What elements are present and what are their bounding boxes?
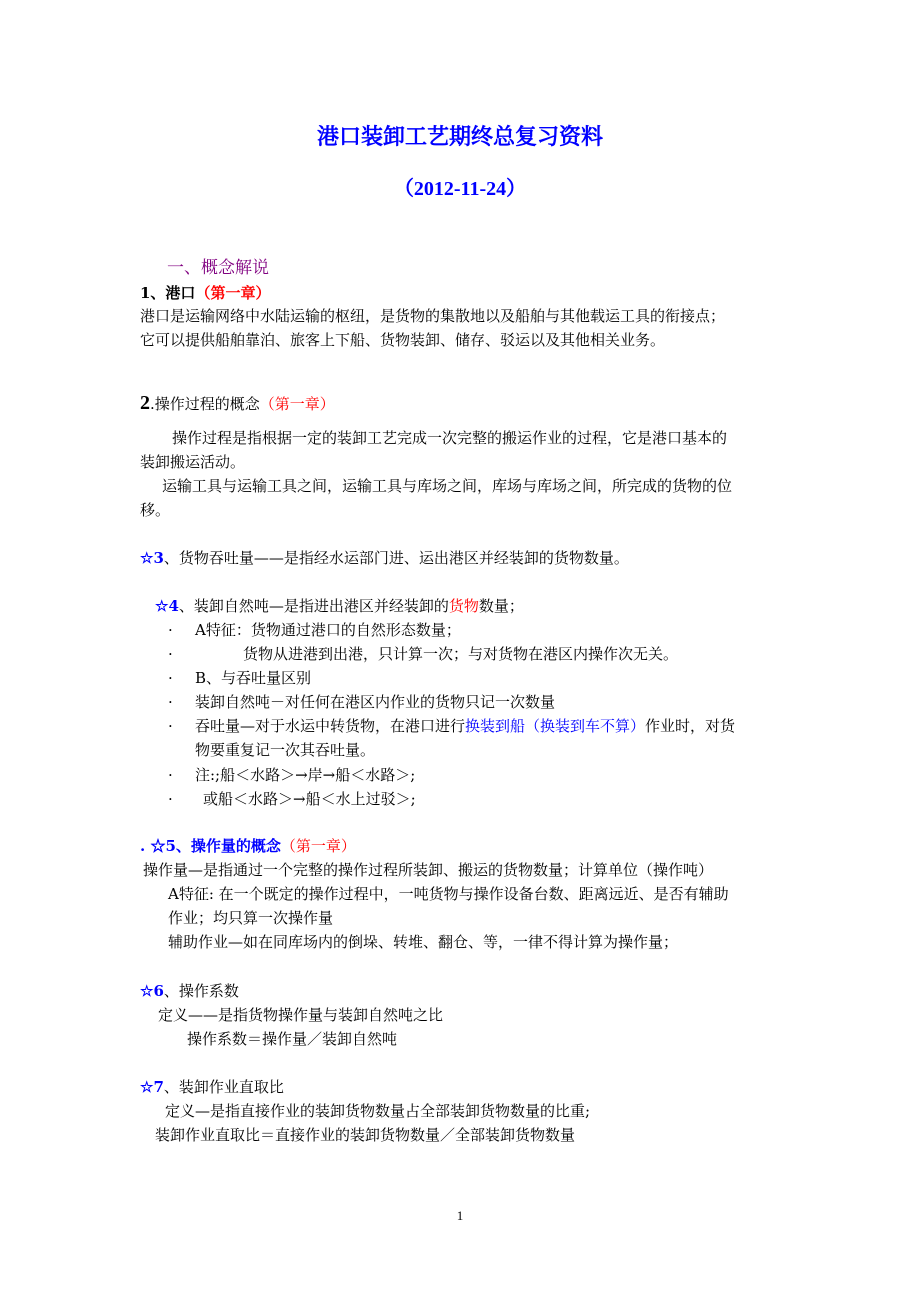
bullet-text-1: A特征：货物通过港口的自然形态数量； [195,621,461,639]
item-7-text-2: 装卸作业直取比＝直接作业的装卸货物数量／全部装卸货物数量 [155,1126,576,1144]
item-6-heading [140,981,239,1001]
item-3-star: ☆3 [140,549,164,567]
item-1-text-2: 它可以提供船舶靠泊、旅客上下船、货物装卸、储存、驳运以及其他相关业务。 [140,331,666,349]
item-5-prefix: . ☆5、 [140,837,191,855]
item-4-text-post: 数量； [478,597,524,615]
bullet-text-5-pre: 吞吐量—对于水运中转货物，在港口进行 [195,717,466,735]
bullet-text-3: B、与吞吐量区别 [195,669,312,687]
item-5-chapter: （第一章） [280,837,356,855]
page-number: 1 [456,1208,464,1223]
bullet-text-5-cont: 物要重复记一次其吞吐量。 [195,741,376,759]
item-1-text-1: 港口是运输网络中水陆运输的枢纽，是货物的集散地以及船舶与其他载运工具的衔接点； [140,307,726,325]
item-2-text-3: 运输工具与运输工具之间，运输工具与库场之间，库场与库场之间，所完成的货物的位 [162,477,733,495]
item-3 [140,548,629,568]
item-2-title: .操作过程的概念 [150,395,260,413]
item-2-text-1: 操作过程是指根据一定的装卸工艺完成一次完整的搬运作业的过程，它是港口基本的 [172,429,728,447]
item-2-text-2: 装卸搬运活动。 [140,453,246,471]
bullet-text-5-blue: 换装到船（换装到车不算） [465,717,646,735]
bullet: · [168,669,173,687]
item-5-title: 操作量的概念 [190,837,281,855]
item-5-text-3: 作业；均只算一次操作量 [168,909,334,927]
item-7-star: ☆7 [140,1078,164,1096]
section-heading: 一、概念解说 [167,258,269,278]
item-5-text-2: A特征: 在一个既定的操作过程中，一吨货物与操作设备台数、距离远近、是否有辅助 [168,885,729,903]
item-6-title: 、操作系数 [163,982,239,1000]
item-6-star: ☆6 [140,982,164,1000]
item-4-text-pre: 、装卸自然吨—是指进出港区并经装卸的 [178,597,449,615]
bullet: · [168,790,173,808]
item-2-chapter: （第一章） [259,395,335,413]
bullet: · [168,645,173,663]
bullet: · [168,766,173,784]
bullet: · [168,693,173,711]
item-1-title: 1、港口 [140,284,196,302]
item-4-heading [155,596,524,616]
bullet-text-6: 注:;船＜水路＞→岸→船＜水路＞; [195,766,416,784]
item-1-heading [140,283,270,303]
item-5-text-4: 辅助作业—如在同库场内的倒垛、转堆、翻仓、等，一律不得计算为操作量； [168,933,679,951]
item-5-text-1: 操作量—是指通过一个完整的操作过程所装卸、搬运的货物数量；计算单位（操作吨） [143,861,714,879]
item-7-text-1: 定义—是指直接作业的装卸货物数量占全部装卸货物数量的比重; [165,1102,591,1120]
item-2-heading [140,393,335,414]
bullet-text-5-post: 作业时，对货 [645,717,736,735]
bullet: · [168,717,173,735]
item-7-title: 、装卸作业直取比 [163,1078,284,1096]
bullet-text-4: 装卸自然吨－对任何在港区内作业的货物只记一次数量 [195,693,556,711]
item-7-heading [140,1077,284,1097]
bullet: · [168,621,173,639]
item-4-text-red: 货物 [448,597,479,615]
bullet-text-5 [195,716,735,736]
item-1-chapter: （第一章） [195,284,271,302]
item-6-text-1: 定义——是指货物操作量与装卸自然吨之比 [158,1006,444,1024]
item-6-text-2: 操作系数＝操作量／装卸自然吨 [187,1030,398,1048]
item-3-text: 、货物吞吐量——是指经水运部门进、运出港区并经装卸的货物数量。 [163,549,629,567]
item-4-star: ☆4 [155,597,179,615]
bullet-text-7: 或船＜水路＞→船＜水上过驳＞; [203,790,416,808]
item-2-number: 2 [140,392,150,414]
document-date: （2012-11-24） [393,178,527,200]
item-2-text-4: 移。 [140,501,171,519]
item-5-heading [140,836,356,856]
bullet-text-2: 货物从进港到出港，只计算一次；与对货物在港区内操作次无关。 [243,645,679,663]
document-title: 港口装卸工艺期终总复习资料 [316,124,603,150]
